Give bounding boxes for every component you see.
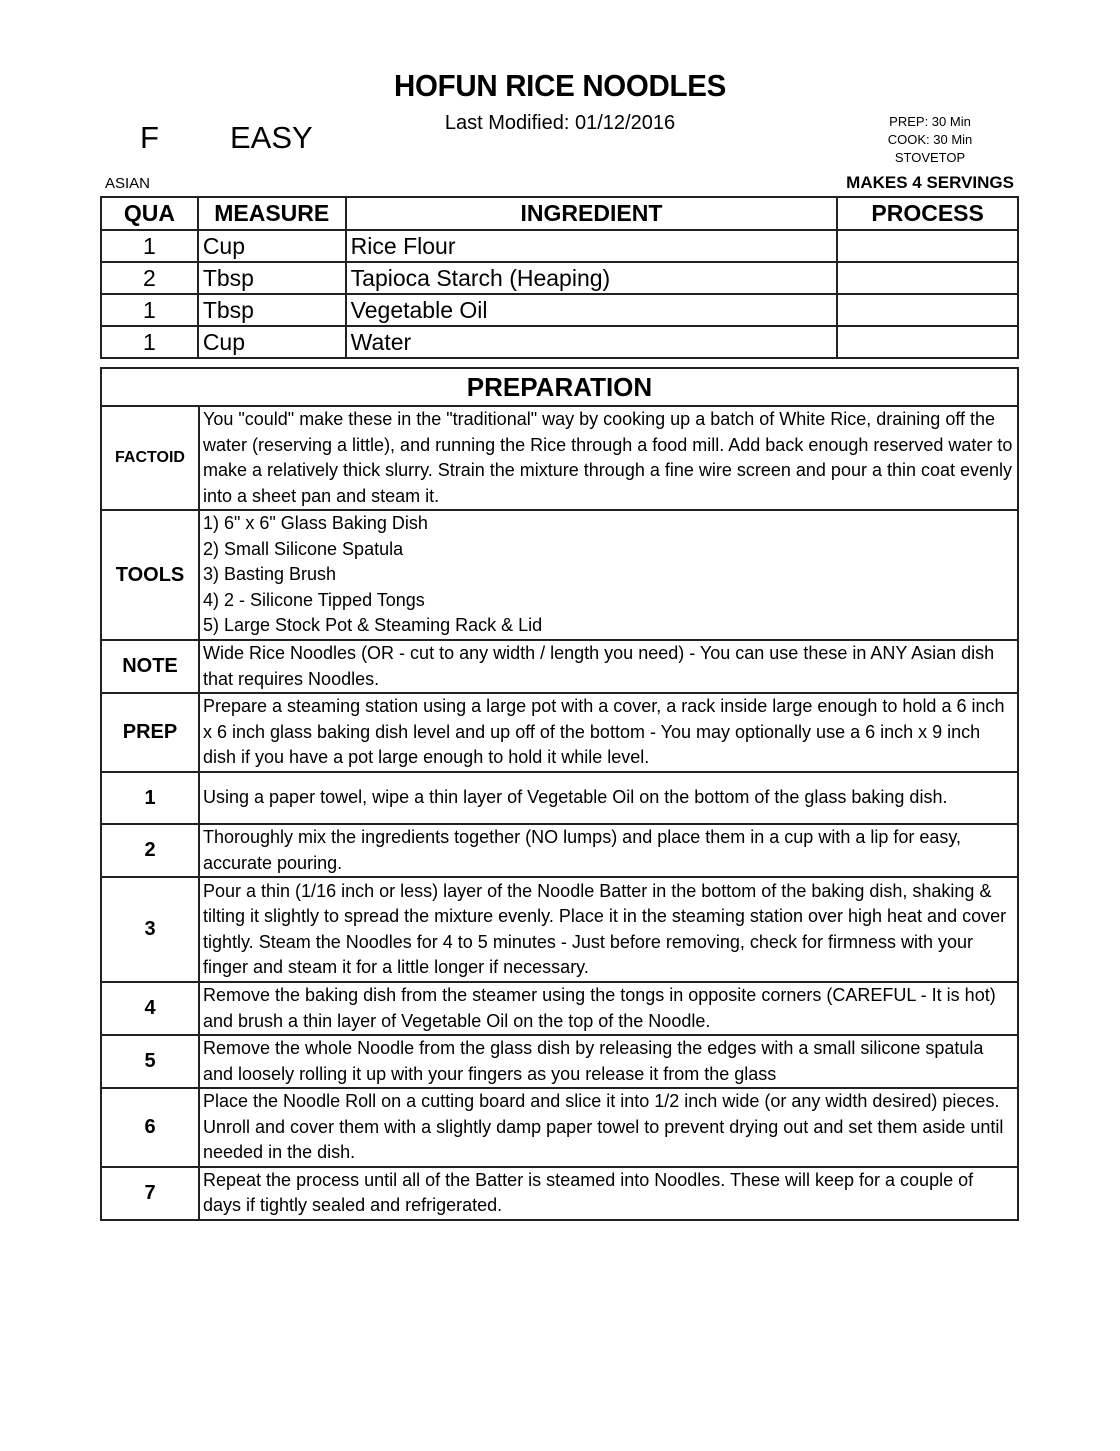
- step-text: Place the Noodle Roll on a cutting board and slice it into 1/2 inch wide (or any width desired) pieces. Unroll and cover them with a slightly damp paper towel to prevent drying out and set them aside until needed in the dish.: [199, 1088, 1018, 1167]
- ingredient-row: [101, 230, 1018, 262]
- step-text: Pour a thin (1/16 inch or less) layer of the Noodle Batter in the bottom of the baking dish, shaking & tilting it slightly to spread the mixture evenly. Place it in the steaming station over high heat and cover tightly. Steam the Noodles for 4 to 5 minutes - Just before removing, check for firmness with your finger and steam it for a little longer if necessary.: [199, 877, 1018, 982]
- ingredient-qua: 2: [101, 262, 198, 294]
- column-header-qua: QUA: [101, 197, 198, 230]
- step-text: Repeat the process until all of the Batter is steamed into Noodles. These will keep for a couple of days if tightly sealed and refrigerated.: [199, 1167, 1018, 1220]
- ingredient-process: [837, 326, 1018, 358]
- ingredients-header-row: [101, 197, 1018, 230]
- step-number: 3: [101, 877, 199, 982]
- prep-row: [101, 693, 1018, 772]
- ingredient-measure: Tbsp: [198, 262, 346, 294]
- step-row: [101, 824, 1018, 877]
- step-number: 5: [101, 1035, 199, 1088]
- factoid-row: [101, 406, 1018, 510]
- note-text: Wide Rice Noodles (OR - cut to any width / length you need) - You can use these in ANY Asian dish that requires Noodles.: [199, 640, 1018, 693]
- preparation-table: [100, 367, 1019, 1221]
- column-header-measure: MEASURE: [198, 197, 346, 230]
- recipe-title: HOFUN RICE NOODLES: [394, 68, 726, 103]
- cuisine-label: ASIAN: [105, 175, 151, 192]
- step-row: [101, 982, 1018, 1035]
- tool-item: 1) 6" x 6" Glass Baking Dish: [203, 513, 428, 534]
- tools-list: [199, 510, 1018, 640]
- difficulty-level: EASY: [230, 120, 313, 155]
- cooking-method: STOVETOP: [894, 150, 966, 165]
- ingredient-process: [837, 262, 1018, 294]
- prep-time: PREP: 30 Min: [889, 114, 971, 129]
- ingredient-qua: 1: [101, 230, 198, 262]
- ingredient-name: Tapioca Starch (Heaping): [346, 262, 838, 294]
- ingredient-qua: 1: [101, 294, 198, 326]
- ingredient-measure: Tbsp: [198, 294, 346, 326]
- note-row: [101, 640, 1018, 693]
- ingredient-row: [101, 326, 1018, 358]
- cook-time: COOK: 30 Min: [887, 132, 973, 147]
- note-label: NOTE: [101, 640, 199, 693]
- preparation-heading: PREPARATION: [101, 368, 1018, 406]
- column-header-process: PROCESS: [837, 197, 1018, 230]
- step-row: [101, 1088, 1018, 1167]
- step-text: Remove the whole Noodle from the glass dish by releasing the edges with a small silicone spatula and loosely rolling it up with your fingers as you release it from the glass: [199, 1035, 1018, 1088]
- ingredient-process: [837, 230, 1018, 262]
- ingredient-measure: Cup: [198, 326, 346, 358]
- grade-letter: F: [140, 120, 159, 155]
- step-text: Using a paper towel, wipe a thin layer of Vegetable Oil on the bottom of the glass baking dish.: [199, 772, 1018, 824]
- last-modified: Last Modified: 01/12/2016: [444, 112, 676, 134]
- time-info: [860, 113, 1000, 167]
- step-row: [101, 877, 1018, 982]
- step-row: [101, 1167, 1018, 1220]
- column-header-ingredient: INGREDIENT: [346, 197, 838, 230]
- tools-row: [101, 510, 1018, 640]
- step-number: 1: [101, 772, 199, 824]
- step-text: Thoroughly mix the ingredients together (NO lumps) and place them in a cup with a lip for easy, accurate pouring.: [199, 824, 1018, 877]
- tool-item: 4) 2 - Silicone Tipped Tongs: [203, 589, 425, 610]
- tools-label: TOOLS: [101, 510, 199, 640]
- ingredient-name: Rice Flour: [346, 230, 838, 262]
- ingredient-qua: 1: [101, 326, 198, 358]
- ingredient-row: [101, 262, 1018, 294]
- prep-label: PREP: [101, 693, 199, 772]
- step-number: 2: [101, 824, 199, 877]
- tool-item: 2) Small Silicone Spatula: [203, 538, 404, 559]
- ingredient-name: Vegetable Oil: [346, 294, 838, 326]
- tool-item: 3) Basting Brush: [203, 564, 337, 585]
- ingredient-name: Water: [346, 326, 838, 358]
- step-text: Remove the baking dish from the steamer using the tongs in opposite corners (CAREFUL - It is hot) and brush a thin layer of Vegetable Oil on the top of the Noodle.: [199, 982, 1018, 1035]
- factoid-label: FACTOID: [101, 406, 199, 510]
- step-row: [101, 772, 1018, 824]
- step-row: [101, 1035, 1018, 1088]
- ingredient-process: [837, 294, 1018, 326]
- step-number: 6: [101, 1088, 199, 1167]
- ingredients-table: [100, 196, 1019, 359]
- ingredient-measure: Cup: [198, 230, 346, 262]
- servings-label: MAKES 4 SERVINGS: [846, 173, 1014, 192]
- step-number: 4: [101, 982, 199, 1035]
- step-number: 7: [101, 1167, 199, 1220]
- prep-text: Prepare a steaming station using a large pot with a cover, a rack inside large enough to hold a 6 inch x 6 inch glass baking dish level and up off of the bottom - You may optionally use a 6 inch x 9 inch dish if you have a pot large enough to hold it while level.: [199, 693, 1018, 772]
- ingredient-row: [101, 294, 1018, 326]
- factoid-text: You "could" make these in the "traditional" way by cooking up a batch of White Rice, draining off the water (reserving a little), and running the Rice through a food mill. Add back enough reserved water to make a relatively thick slurry. Strain the mixture through a fine wire screen and pour a thin coat evenly into a sheet pan and steam it.: [199, 406, 1018, 510]
- tool-item: 5) Large Stock Pot & Steaming Rack & Lid: [203, 615, 543, 636]
